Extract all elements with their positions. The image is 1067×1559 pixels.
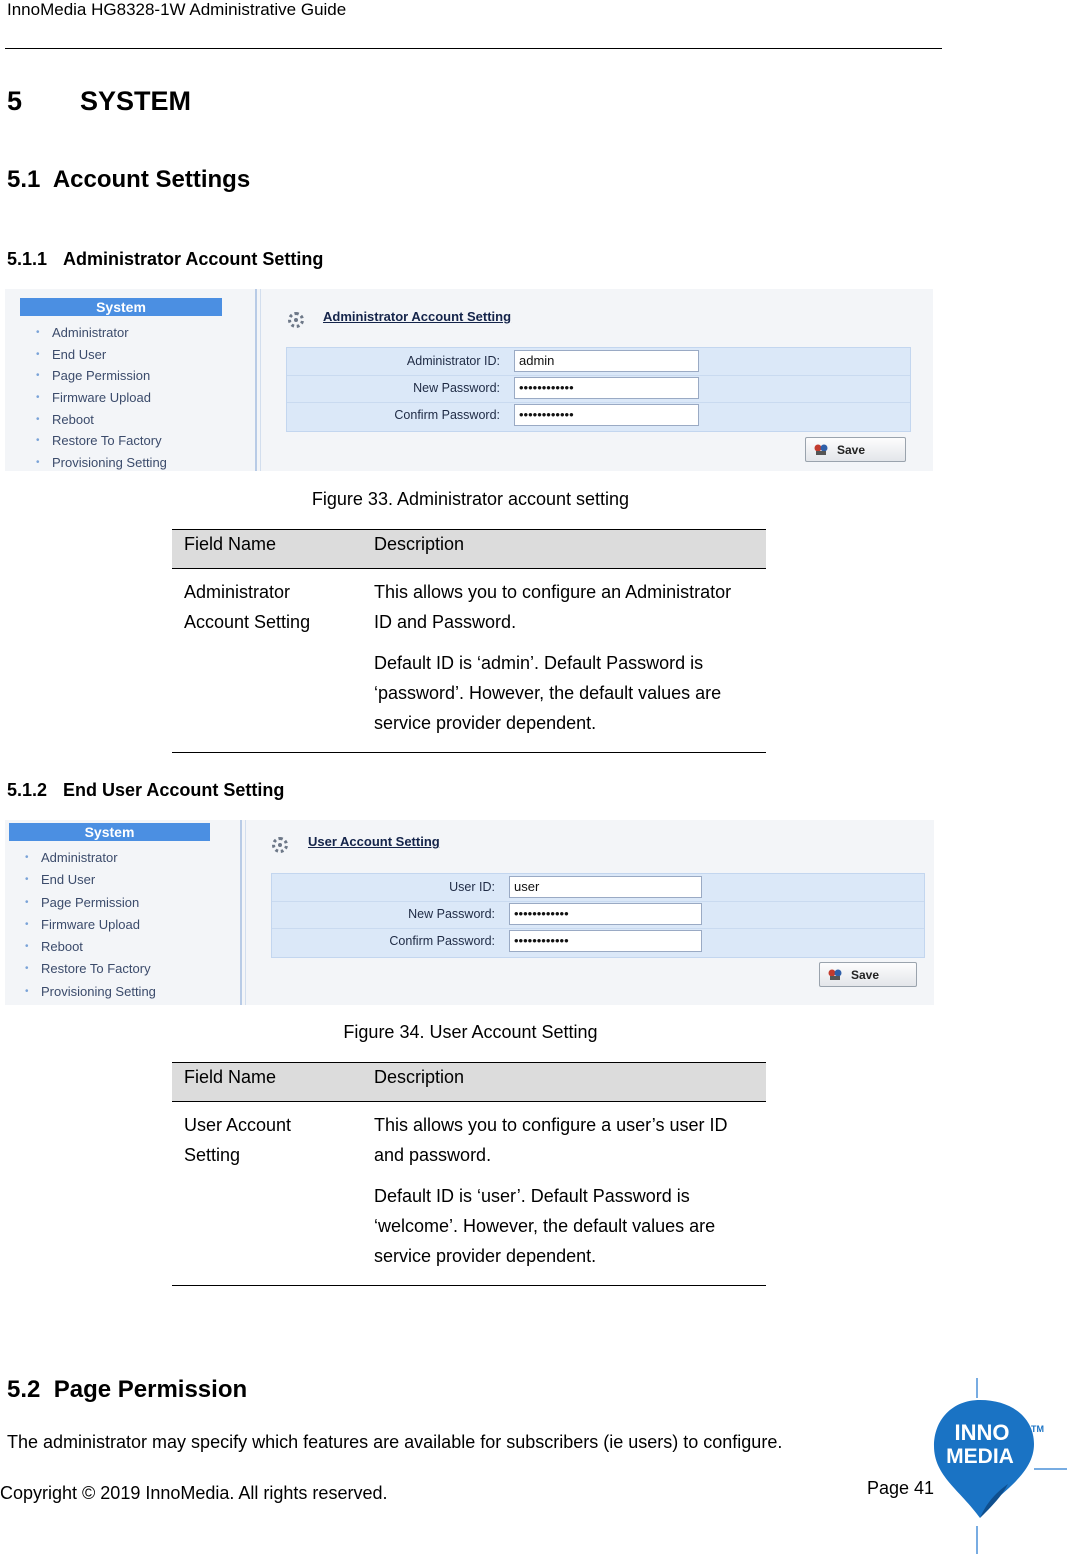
sidebar-item-provisioning-setting[interactable]: • Provisioning Setting	[36, 455, 167, 471]
sidebar-item-provisioning-setting[interactable]: • Provisioning Setting	[25, 983, 156, 999]
section-title: Page Permission	[53, 1376, 248, 1403]
svg-text:INNO: INNO	[954, 1420, 1010, 1445]
figure-34-caption: Figure 34. User Account Setting	[343, 1022, 598, 1042]
section-number: 5.2	[7, 1376, 41, 1403]
field-description-table-34	[172, 1062, 766, 1286]
field-name-cell: Administrator Account Setting	[172, 569, 362, 753]
figure-33-screenshot	[5, 289, 933, 471]
admin-id-input[interactable]: admin	[514, 350, 699, 372]
form-row-user-id	[272, 874, 924, 902]
column-header-description: Description	[362, 530, 766, 569]
innomedia-logo	[922, 1378, 1067, 1554]
header-rule	[5, 48, 942, 49]
logo-icon	[922, 1378, 1067, 1554]
gear-icon	[288, 312, 304, 328]
column-header-field-name: Field Name	[172, 1063, 362, 1102]
sidebar-item-page-permission[interactable]: • Page Permission	[25, 894, 140, 910]
sidebar-item-end-user[interactable]: • End User	[36, 346, 107, 362]
panel-title: User Account Setting	[308, 834, 440, 849]
sidebar-item-end-user[interactable]: • End User	[25, 872, 96, 888]
admin-id-label: Administrator ID:	[406, 354, 500, 368]
subsection-title: Administrator Account Setting	[63, 249, 324, 269]
column-header-description: Description	[362, 1063, 766, 1102]
sidebar-item-restore-to-factory[interactable]: • Restore To Factory	[25, 961, 151, 977]
confirm-password-label: Confirm Password:	[394, 408, 500, 422]
user-id-input[interactable]: user	[509, 876, 702, 898]
table-row	[172, 1102, 766, 1286]
description-paragraph: Default ID is ‘admin’. Default Password is ‘password’. However, the default values are service provider dependent.	[374, 653, 722, 733]
sidebar-divider-inner	[245, 820, 246, 1005]
sidebar-item-page-permission[interactable]: • Page Permission	[36, 368, 151, 384]
document-header-title: InnoMedia HG8328-1W Administrative Guide	[7, 0, 347, 19]
subsection-heading-5-1-2	[7, 780, 284, 801]
section-heading-5-2	[7, 1376, 247, 1404]
confirm-password-label: Confirm Password:	[389, 934, 495, 948]
description-cell	[362, 569, 766, 753]
table-header-row	[172, 530, 766, 569]
table-header-row	[172, 1063, 766, 1102]
new-password-input[interactable]: ••••••••••••	[509, 903, 702, 925]
sidebar-item-restore-to-factory[interactable]: • Restore To Factory	[36, 433, 162, 449]
save-icon	[828, 968, 842, 981]
new-password-input[interactable]: ••••••••••••	[514, 377, 699, 399]
subsection-title: End User Account Setting	[63, 780, 285, 800]
account-form	[271, 873, 925, 958]
confirm-password-input[interactable]: ••••••••••••	[514, 404, 699, 426]
field-name-cell: User Account Setting	[172, 1102, 362, 1286]
panel-title: Administrator Account Setting	[323, 309, 512, 324]
save-button-label: Save	[837, 443, 866, 457]
form-row-confirm-password	[287, 402, 910, 429]
sidebar-menu	[36, 322, 167, 471]
sidebar-item-firmware-upload[interactable]: • Firmware Upload	[36, 390, 151, 406]
section-body-text: The administrator may specify which features are available for subscribers (ie users) to configure.	[7, 1432, 783, 1452]
sidebar-divider	[255, 289, 257, 471]
save-button-label: Save	[851, 968, 880, 982]
description-paragraph: This allows you to configure a user’s user ID and password.	[374, 1115, 728, 1165]
section-title: Account Settings	[52, 166, 251, 193]
sidebar-item-reboot[interactable]: • Reboot	[36, 411, 94, 427]
sidebar-title: System	[9, 823, 210, 841]
confirm-password-input[interactable]: ••••••••••••	[509, 930, 702, 952]
svg-text:MEDIA: MEDIA	[946, 1445, 1014, 1468]
user-id-label: User ID:	[449, 880, 495, 894]
form-row-confirm-password	[272, 928, 924, 955]
chapter-title: SYSTEM	[80, 86, 192, 116]
copyright-text: Copyright © 2019 InnoMedia. All rights reserved.	[0, 1483, 388, 1503]
sidebar-item-administrator[interactable]: • Administrator	[25, 850, 118, 865]
sidebar-divider	[240, 820, 242, 1005]
field-description-table-33	[172, 529, 766, 753]
gear-icon	[272, 837, 288, 853]
form-row-admin-id	[287, 348, 910, 376]
description-paragraph: This allows you to configure an Administrator ID and Password.	[374, 582, 732, 632]
column-header-field-name: Field Name	[172, 530, 362, 569]
table-row	[172, 569, 766, 753]
sidebar-title: System	[20, 298, 222, 316]
svg-text:TM: TM	[1031, 1424, 1044, 1434]
form-row-new-password	[287, 375, 910, 403]
description-cell	[362, 1102, 766, 1286]
figure-34-screenshot	[5, 820, 934, 1005]
section-heading-5-1	[7, 166, 250, 194]
sidebar-item-reboot[interactable]: • Reboot	[25, 939, 83, 955]
page-number: Page 41	[867, 1478, 935, 1498]
sidebar-item-firmware-upload[interactable]: • Firmware Upload	[25, 916, 140, 932]
new-password-label: New Password:	[408, 907, 495, 921]
save-button[interactable]	[805, 437, 906, 462]
subsection-number: 5.1.1	[7, 249, 48, 269]
subsection-number: 5.1.2	[7, 780, 48, 800]
sidebar-menu	[25, 847, 156, 1003]
subsection-heading-5-1-1	[7, 249, 323, 270]
section-number: 5.1	[7, 166, 41, 193]
form-row-new-password	[272, 901, 924, 929]
save-icon	[814, 443, 828, 456]
description-paragraph: Default ID is ‘user’. Default Password is ‘welcome’. However, the default values are service provider dependent.	[374, 1186, 716, 1266]
new-password-label: New Password:	[413, 381, 500, 395]
sidebar-item-administrator[interactable]: • Administrator	[36, 325, 129, 340]
chapter-number: 5	[7, 86, 23, 116]
sidebar-divider-inner	[260, 289, 261, 471]
save-button[interactable]	[819, 962, 917, 987]
account-form	[286, 347, 911, 432]
figure-33-caption: Figure 33. Administrator account setting	[311, 489, 630, 509]
